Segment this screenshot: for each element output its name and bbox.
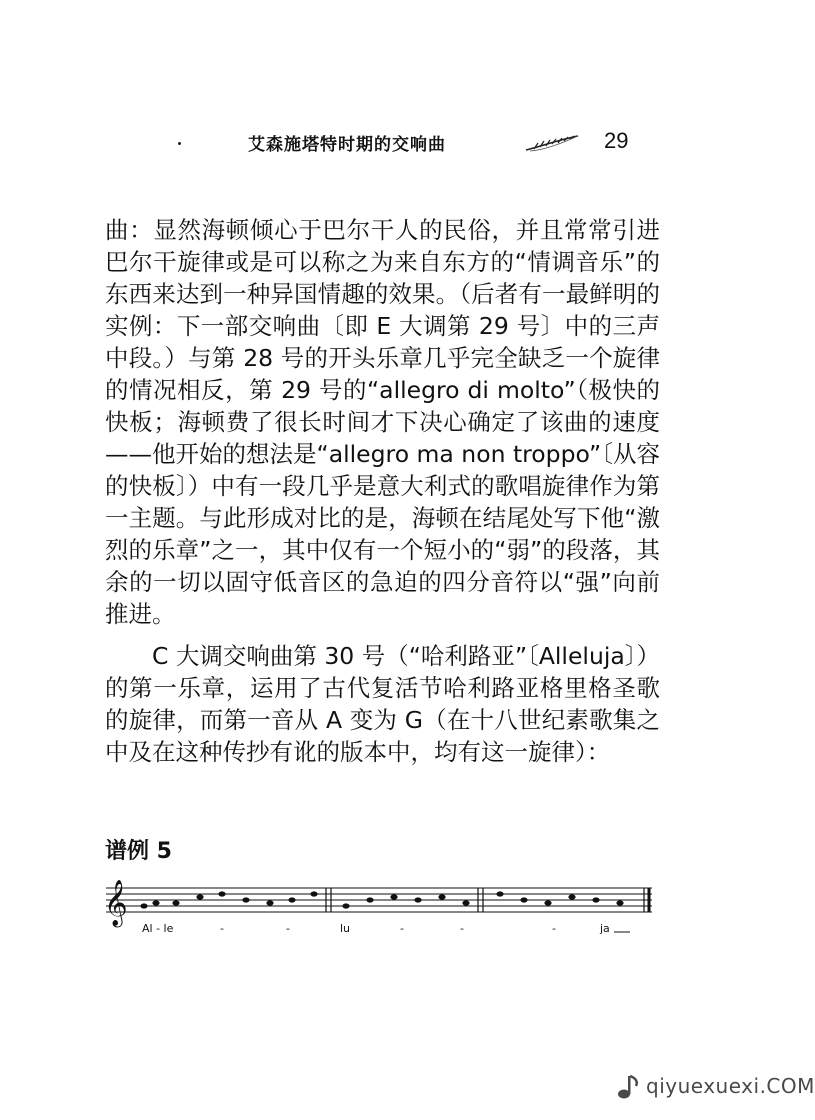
note: [172, 900, 179, 905]
feather-ornament-icon: [524, 134, 580, 154]
note: [218, 891, 225, 896]
note: [544, 900, 551, 905]
page-number: 29: [604, 128, 629, 153]
treble-clef-icon: 𝄞: [104, 880, 128, 926]
body-text: [105, 214, 660, 778]
lyric: -: [286, 922, 290, 935]
music-note-logo-icon: [616, 1072, 642, 1102]
note: [288, 897, 295, 902]
note: [140, 903, 147, 908]
note: [520, 897, 527, 902]
site-watermark: [616, 1070, 815, 1104]
example-label: 谱例 5: [105, 839, 172, 864]
lyric: ja: [600, 922, 610, 935]
lyric: -: [220, 922, 224, 935]
note: [390, 894, 397, 899]
paragraph: 曲：显然海顿倾心于巴尔干人的民俗，并且常常引进巴尔干旋律或是可以称之为来自东方的“情调音乐”的东西来达到一种异国情趣的效果。（后者有一最鲜明的实例：下一部交响曲〔即 E 大调第 29 号〕中的三声中段。）与第 28 号的开头乐章几乎完全缺乏一个旋律的情况相反，第 29 号的“allegro di molto”（极快的快板；海顿费了很长时间才下决心确定了该曲的速度——他开始的想法是“allegro ma non troppo”〔从容的快板〕）中有一段几乎是意大利式的歌唱旋律作为第一主题。与此形成对比的是，海顿在结尾处写下他“激烈的乐章”之一，其中仅有一个短小的“弱”的段落，其余的一切以固守低音区的急迫的四分音符以“强”向前推进。: [105, 216, 660, 628]
note: [568, 894, 575, 899]
staff-lines: [106, 888, 652, 912]
note: [310, 891, 317, 896]
note: [496, 891, 503, 896]
lyric: -: [460, 922, 464, 935]
music-score: [100, 872, 660, 942]
note: [438, 894, 445, 899]
paragraph: C 大调交响曲第 30 号（“哈利路亚”〔Alleluja〕）的第一乐章，运用了古代复活节哈利路亚格里格圣歌的旋律，而第一音从 A 变为 G（在十八世纪素歌集之中及在这种传抄有讹的版本中，均有这一旋律）：: [105, 642, 661, 766]
note: [414, 897, 421, 902]
running-header: [0, 126, 794, 166]
lyric: lu: [340, 922, 351, 935]
header-dot: [178, 142, 181, 145]
lyric: Al - le: [142, 922, 174, 935]
note: [266, 900, 273, 905]
running-title: 艾森施塔特时期的交响曲: [248, 135, 446, 155]
lyric: -: [400, 922, 404, 935]
note: [462, 900, 469, 905]
note: [616, 900, 623, 905]
note: [342, 903, 349, 908]
note: [152, 900, 159, 905]
note: [196, 894, 203, 899]
note: [366, 897, 373, 902]
lyric: -: [552, 922, 556, 935]
note: [242, 897, 249, 902]
watermark-text: qiyuexuexi.COM: [646, 1074, 815, 1098]
note: [592, 897, 599, 902]
